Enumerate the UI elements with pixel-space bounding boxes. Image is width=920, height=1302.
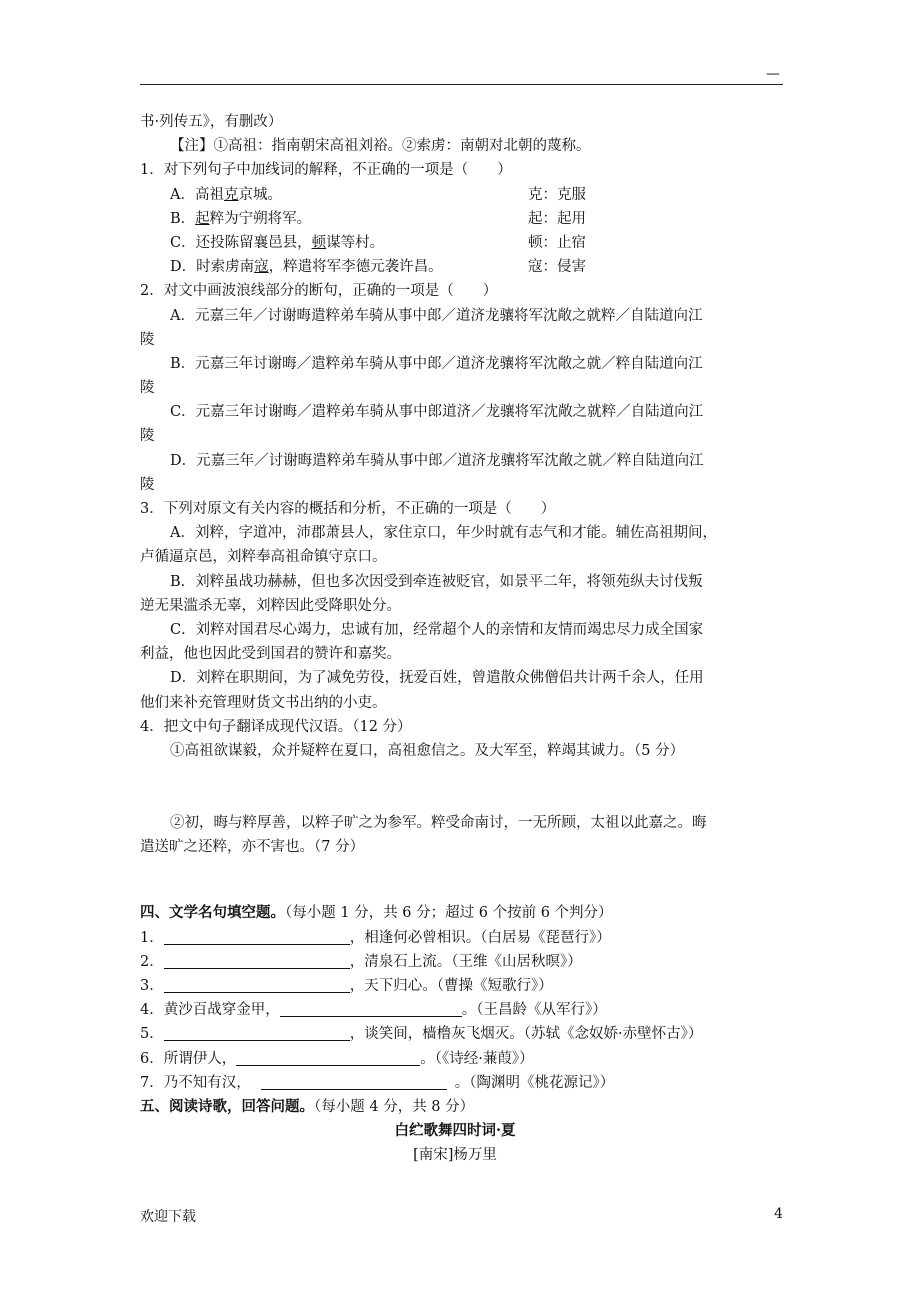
q1-b-gloss: 起：起用 [528, 210, 586, 227]
fill-5-after: ，谈笑间，樯橹灰飞烟灭。（苏轼《念奴娇·赤壁怀古》） [349, 1026, 703, 1043]
fill-4-blank[interactable] [280, 1000, 462, 1017]
q3-option-a-line2: 卢循逼京邑，刘粹奉高祖命镇守京口。 [140, 549, 387, 566]
question-3: 3．下列对原文有关内容的概括和分析，不正确的一项是（ ） [140, 501, 556, 517]
q1-c-post: 谋等村。 [326, 234, 385, 251]
q2-option-c-line1: C．元嘉三年讨谢晦／遣粹弟车骑从事中郎道济／龙骧将军沈敞之就粹／自陆道向江 [170, 404, 704, 421]
fill-6-num: 6． [140, 1050, 164, 1067]
fill-4-after: 。（王昌龄《从军行》） [461, 1002, 607, 1019]
q1-option-b [140, 207, 770, 231]
q4-sentence-2-line1: ②初，晦与粹厚善，以粹子旷之为参军。粹受命南讨，一无所顾，太祖以此嘉之。晦 [170, 815, 707, 832]
answer-space-1 [140, 763, 770, 811]
annotation-note: 【注】①高祖：指南朝宋高祖刘裕。②索虏：南朝对北朝的蔑称。 [170, 138, 591, 155]
fill-3-num: 3． [140, 978, 164, 994]
q1-a-pre: A．高祖 [170, 186, 224, 203]
fill-1-after: ，相逢何必曾相识。（白居易《琵琶行》） [349, 929, 611, 946]
q2-option-c-line2: 陵 [140, 428, 155, 445]
q3-option-d-line2: 他们来补充管理财货文书出纳的小吏。 [140, 694, 387, 711]
q1-option-d [140, 255, 770, 279]
fill-6-before: 所谓伊人， [163, 1050, 237, 1067]
q3-option-a-line1: A．刘粹，字道冲，沛郡萧县人，家住京口，年少时就有志气和才能。辅佐高祖期间， [170, 525, 717, 542]
answer-space-2 [140, 859, 770, 901]
fill-6-blank[interactable] [236, 1049, 420, 1066]
fill-item-5 [140, 1022, 770, 1046]
fill-item-1 [140, 926, 770, 950]
page-content [140, 110, 770, 1168]
q1-a-word: 克 [223, 186, 239, 203]
section-4-heading [140, 901, 770, 925]
section-5-title: 五、阅读诗歌，回答问题。 [140, 1097, 314, 1115]
q1-d-post: ，粹遣将军李德元袭许昌。 [268, 259, 443, 276]
fill-4-num: 4． [140, 1002, 164, 1019]
fill-6-after: 。（《诗经·蒹葭》） [420, 1050, 534, 1067]
q3-option-b-line1: B．刘粹虽战功赫赫，但也多次因受到牵连被贬官，如景平二年，将领苑纵夫讨伐叛 [170, 573, 703, 590]
source-line: 书·列传五》，有删改） [140, 114, 283, 130]
q4-sentence-1: ①高祖欲谋毅，众并疑粹在夏口，高祖愈信之。及大军至，粹竭其诚力。（5 分） [170, 742, 685, 759]
q2-option-b-line1: B．元嘉三年讨谢晦／遣粹弟车骑从事中郎／道济龙骧将军沈敞之就／粹自陆道向江 [170, 355, 703, 372]
q1-option-a [140, 183, 770, 207]
fill-7-num: 7． [140, 1074, 164, 1091]
poem-title: 白纻歌舞四时词·夏 [394, 1122, 516, 1140]
fill-7-before: 乃不知有汉， [163, 1074, 251, 1091]
question-1: 1．对下列句子中加线词的解释，不正确的一项是（ ） [140, 162, 512, 179]
q1-b-pre: B． [170, 210, 196, 227]
question-4: 4．把文中句子翻译成现代汉语。（12 分） [140, 718, 412, 735]
q3-option-b-line2: 逆无果滥杀无辜，刘粹因此受降职处分。 [140, 597, 401, 614]
fill-7-blank[interactable] [261, 1073, 447, 1090]
poem-author: [南宋]杨万里 [413, 1147, 497, 1164]
q1-b-post: 粹为宁朔将军。 [209, 210, 312, 227]
footer-text: 欢迎下载 [140, 1209, 196, 1225]
q2-option-a-line1: A．元嘉三年／讨谢晦遣粹弟车骑从事中郎／道济龙骧将军沈敞之就粹／自陆道向江 [170, 307, 703, 324]
fill-item-3 [140, 974, 770, 998]
q1-c-word: 顿 [311, 234, 327, 251]
q1-d-word: 寇 [254, 259, 269, 276]
section-5-note: （每小题 4 分，共 8 分） [314, 1098, 475, 1115]
q2-option-d-line1: D．元嘉三年／讨谢晦遣粹弟车骑从事中郎／道济龙骧将军沈敞之就／粹自陆道向江 [170, 452, 704, 469]
fill-item-4 [140, 998, 770, 1022]
section-5-heading [140, 1095, 770, 1119]
q1-a-gloss: 克：克服 [528, 186, 586, 203]
q1-c-gloss: 顿：止宿 [528, 234, 586, 251]
fill-4-before: 黄沙百战穿金甲， [163, 1002, 280, 1019]
fill-3-after: ，天下归心。（曹操《短歌行》） [349, 978, 553, 994]
header-mark: — [766, 66, 780, 82]
fill-2-num: 2． [140, 953, 164, 970]
q2-option-a-line2: 陵 [140, 331, 155, 348]
q3-option-c-line1: C．刘粹对国君尽心竭力，忠诚有加，经常超个人的亲情和友情而竭忠尽力成全国家 [170, 621, 704, 638]
q1-option-c [140, 231, 770, 255]
q1-d-gloss: 寇：侵害 [528, 259, 586, 276]
q2-option-b-line2: 陵 [140, 380, 155, 397]
section-4-note: （每小题 1 分，共 6 分；超过 6 个按前 6 个判分） [285, 905, 613, 922]
section-4-title: 四、文学名句填空题。 [140, 904, 285, 922]
fill-3-blank[interactable] [164, 976, 350, 993]
fill-7-after: 。（陶渊明《桃花源记》） [454, 1074, 615, 1091]
q3-option-c-line2: 利益，他也因此受到国君的赞许和嘉奖。 [140, 646, 401, 663]
header-rule [140, 84, 783, 85]
fill-5-num: 5． [140, 1026, 164, 1043]
q1-d-pre: D．时索虏南 [170, 259, 255, 276]
q1-b-word: 起 [195, 210, 210, 227]
fill-1-blank[interactable] [164, 928, 350, 945]
q1-a-post: 京城。 [238, 186, 282, 203]
q1-c-pre: C．还投陈留襄邑县， [170, 234, 312, 251]
fill-2-blank[interactable] [164, 952, 350, 969]
question-2: 2．对文中画波浪线部分的断句，正确的一项是（ ） [140, 283, 498, 300]
fill-2-after: ，清泉石上流。（王维《山居秋暝》） [349, 953, 582, 970]
fill-item-7 [140, 1071, 770, 1095]
page-number: 4 [774, 1206, 783, 1222]
fill-1-num: 1． [140, 929, 164, 946]
q2-option-d-line2: 陵 [140, 476, 155, 493]
fill-item-2 [140, 950, 770, 974]
q4-sentence-2-line2: 遣送旷之还粹，亦不害也。（7 分） [140, 839, 365, 856]
q3-option-d-line1: D．刘粹在职期间，为了减免劳役，抚爱百姓，曾遣散众佛僧侣共计两千余人，任用 [170, 670, 704, 687]
fill-5-blank[interactable] [164, 1024, 350, 1041]
fill-item-6 [140, 1047, 770, 1071]
